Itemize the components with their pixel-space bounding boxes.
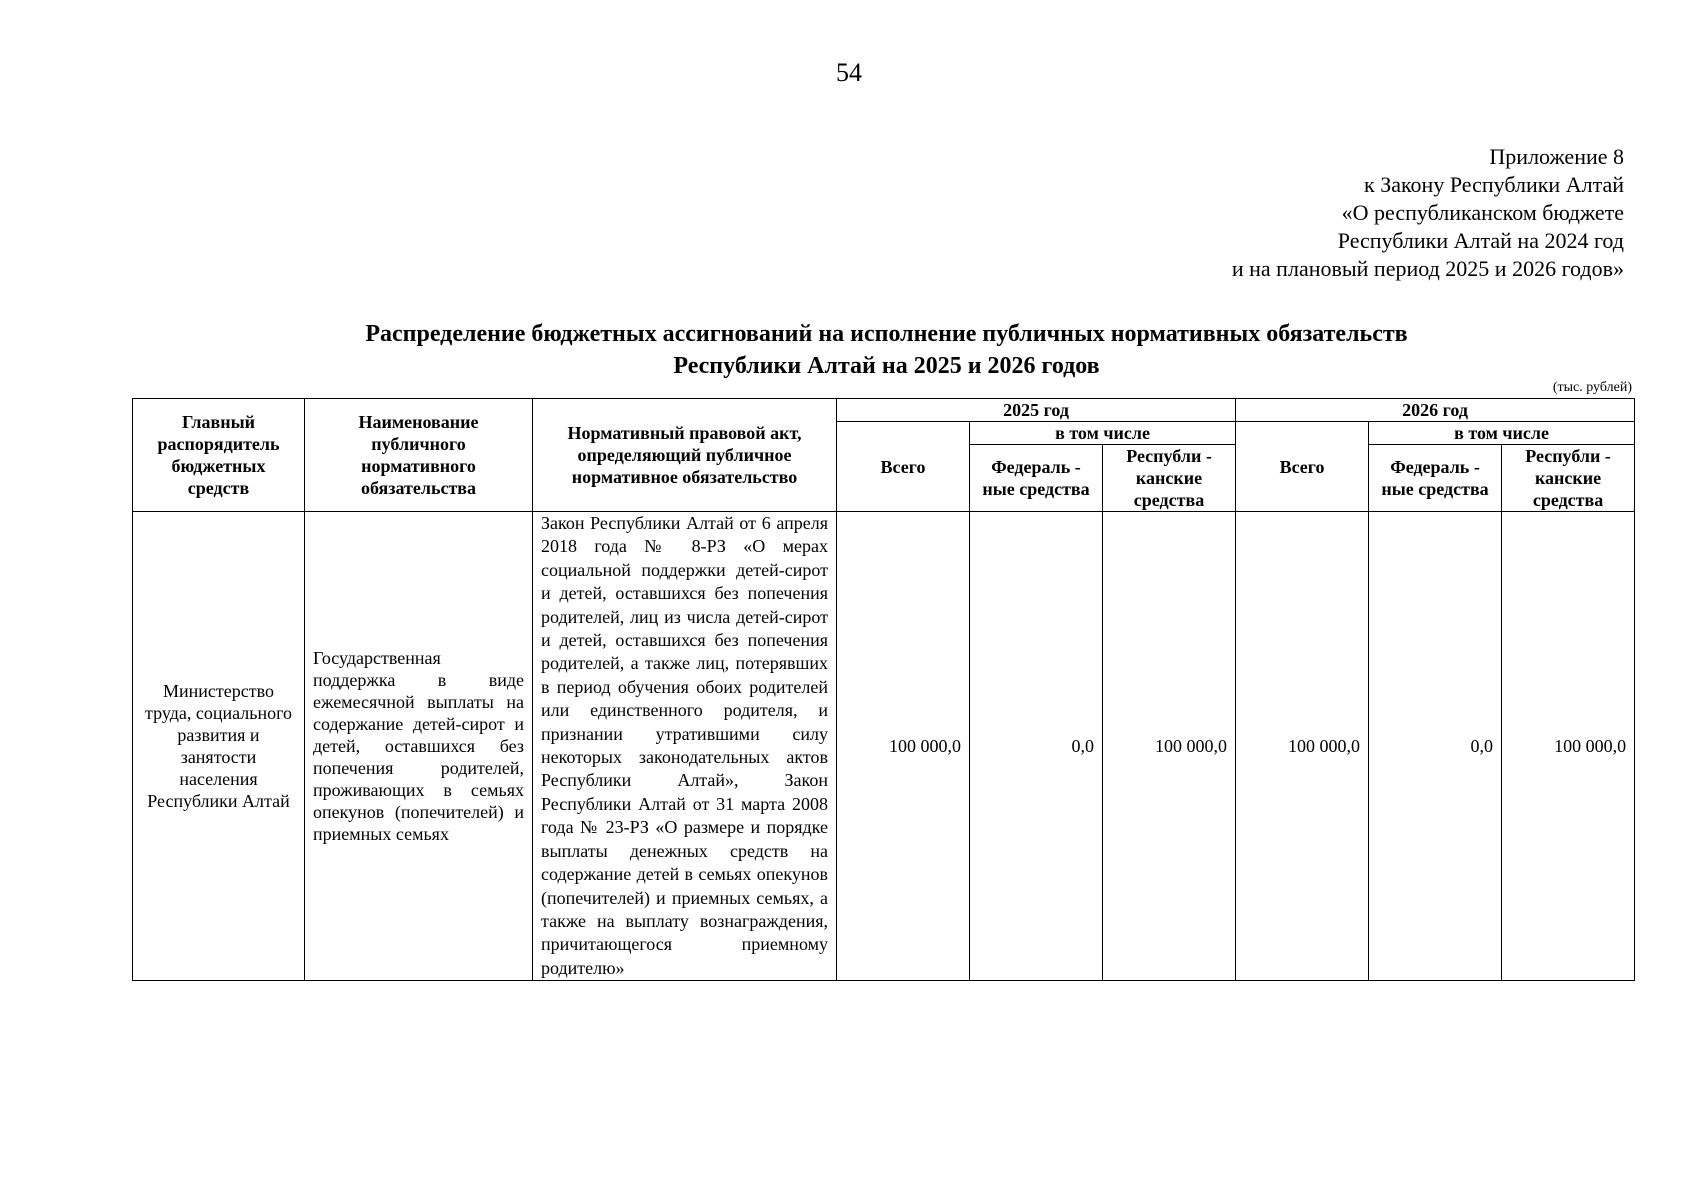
cell-2026-total: 100 000,0 <box>1236 512 1369 981</box>
header-2026-republican: Республи - канские средства <box>1502 445 1635 512</box>
header-2025-federal: Федераль - ные средства <box>970 445 1103 512</box>
cell-2025-federal: 0,0 <box>970 512 1103 981</box>
header-2026-including: в том числе <box>1369 422 1635 445</box>
header-2025-total: Всего <box>837 422 970 512</box>
cell-2025-total: 100 000,0 <box>837 512 970 981</box>
header-main-manager: Главный распорядитель бюджетных средств <box>133 399 305 512</box>
header-2026-total: Всего <box>1236 422 1369 512</box>
header-legal-act: Нормативный правовой акт, определяющий публичное нормативное обязательство <box>533 399 837 512</box>
header-2025-including: в том числе <box>970 422 1236 445</box>
cell-2026-republican: 100 000,0 <box>1502 512 1635 981</box>
header-2026-federal: Федераль - ные средства <box>1369 445 1502 512</box>
header-obligation-name: Наименование публичного нормативного обязательства <box>305 399 533 512</box>
cell-legal-act: Закон Республики Алтай от 6 апреля 2018 года № 8-РЗ «О мерах социальной поддержки детей-сирот и детей, оставшихся без попечения родителей, лиц из числа детей-сирот и детей, оставшихся без попечения родителей, а также лиц, потерявших в период обучения обоих родителей или единственного родителя, и признании утратившими силу некоторых законодательных актов Республики Алтай», Закон Республики Алтай от 31 марта 2008 года № 23-РЗ «О размере и порядке выплаты денежных средств на содержание детей в семьях опекунов (попечителей) и приемных семьях, а также на выплату вознаграждения, причитающегося приемному родителю» <box>533 512 837 981</box>
header-year-2025: 2025 год <box>837 399 1236 422</box>
header-2025-republican: Республи - канские средства <box>1103 445 1236 512</box>
budget-allocation-table <box>132 398 1635 981</box>
header-year-2026: 2026 год <box>1236 399 1635 422</box>
cell-2026-federal: 0,0 <box>1369 512 1502 981</box>
table-row <box>133 512 1635 981</box>
document-title-line-2: Республики Алтай на 2025 и 2026 годов <box>673 353 1100 379</box>
appendix-line: и на плановый период 2025 и 2026 годов» <box>1231 256 1624 281</box>
appendix-line: Республики Алтай на 2024 год <box>1337 228 1624 253</box>
document-title-line-1: Распределение бюджетных ассигнований на исполнение публичных нормативных обязательств <box>365 321 1408 347</box>
appendix-line: к Закону Республики Алтай <box>1364 172 1624 197</box>
page-number: 54 <box>836 58 862 87</box>
appendix-reference <box>1232 143 1624 283</box>
cell-2025-republican: 100 000,0 <box>1103 512 1236 981</box>
document-title <box>0 318 1698 382</box>
cell-obligation-name: Государственная поддержка в виде ежемесячной выплаты на содержание детей-сирот и детей, оставшихся без попечения родителей, проживающих в семьях опекунов (попечителей) и приемных семьях <box>305 512 533 981</box>
appendix-line: Приложение 8 <box>1489 144 1624 169</box>
appendix-line: «О республиканском бюджете <box>1341 200 1624 225</box>
cell-main-manager: Министерство труда, социального развития и занятости населения Республики Алтай <box>133 512 305 981</box>
units-label: (тыс. рублей) <box>1552 380 1632 395</box>
